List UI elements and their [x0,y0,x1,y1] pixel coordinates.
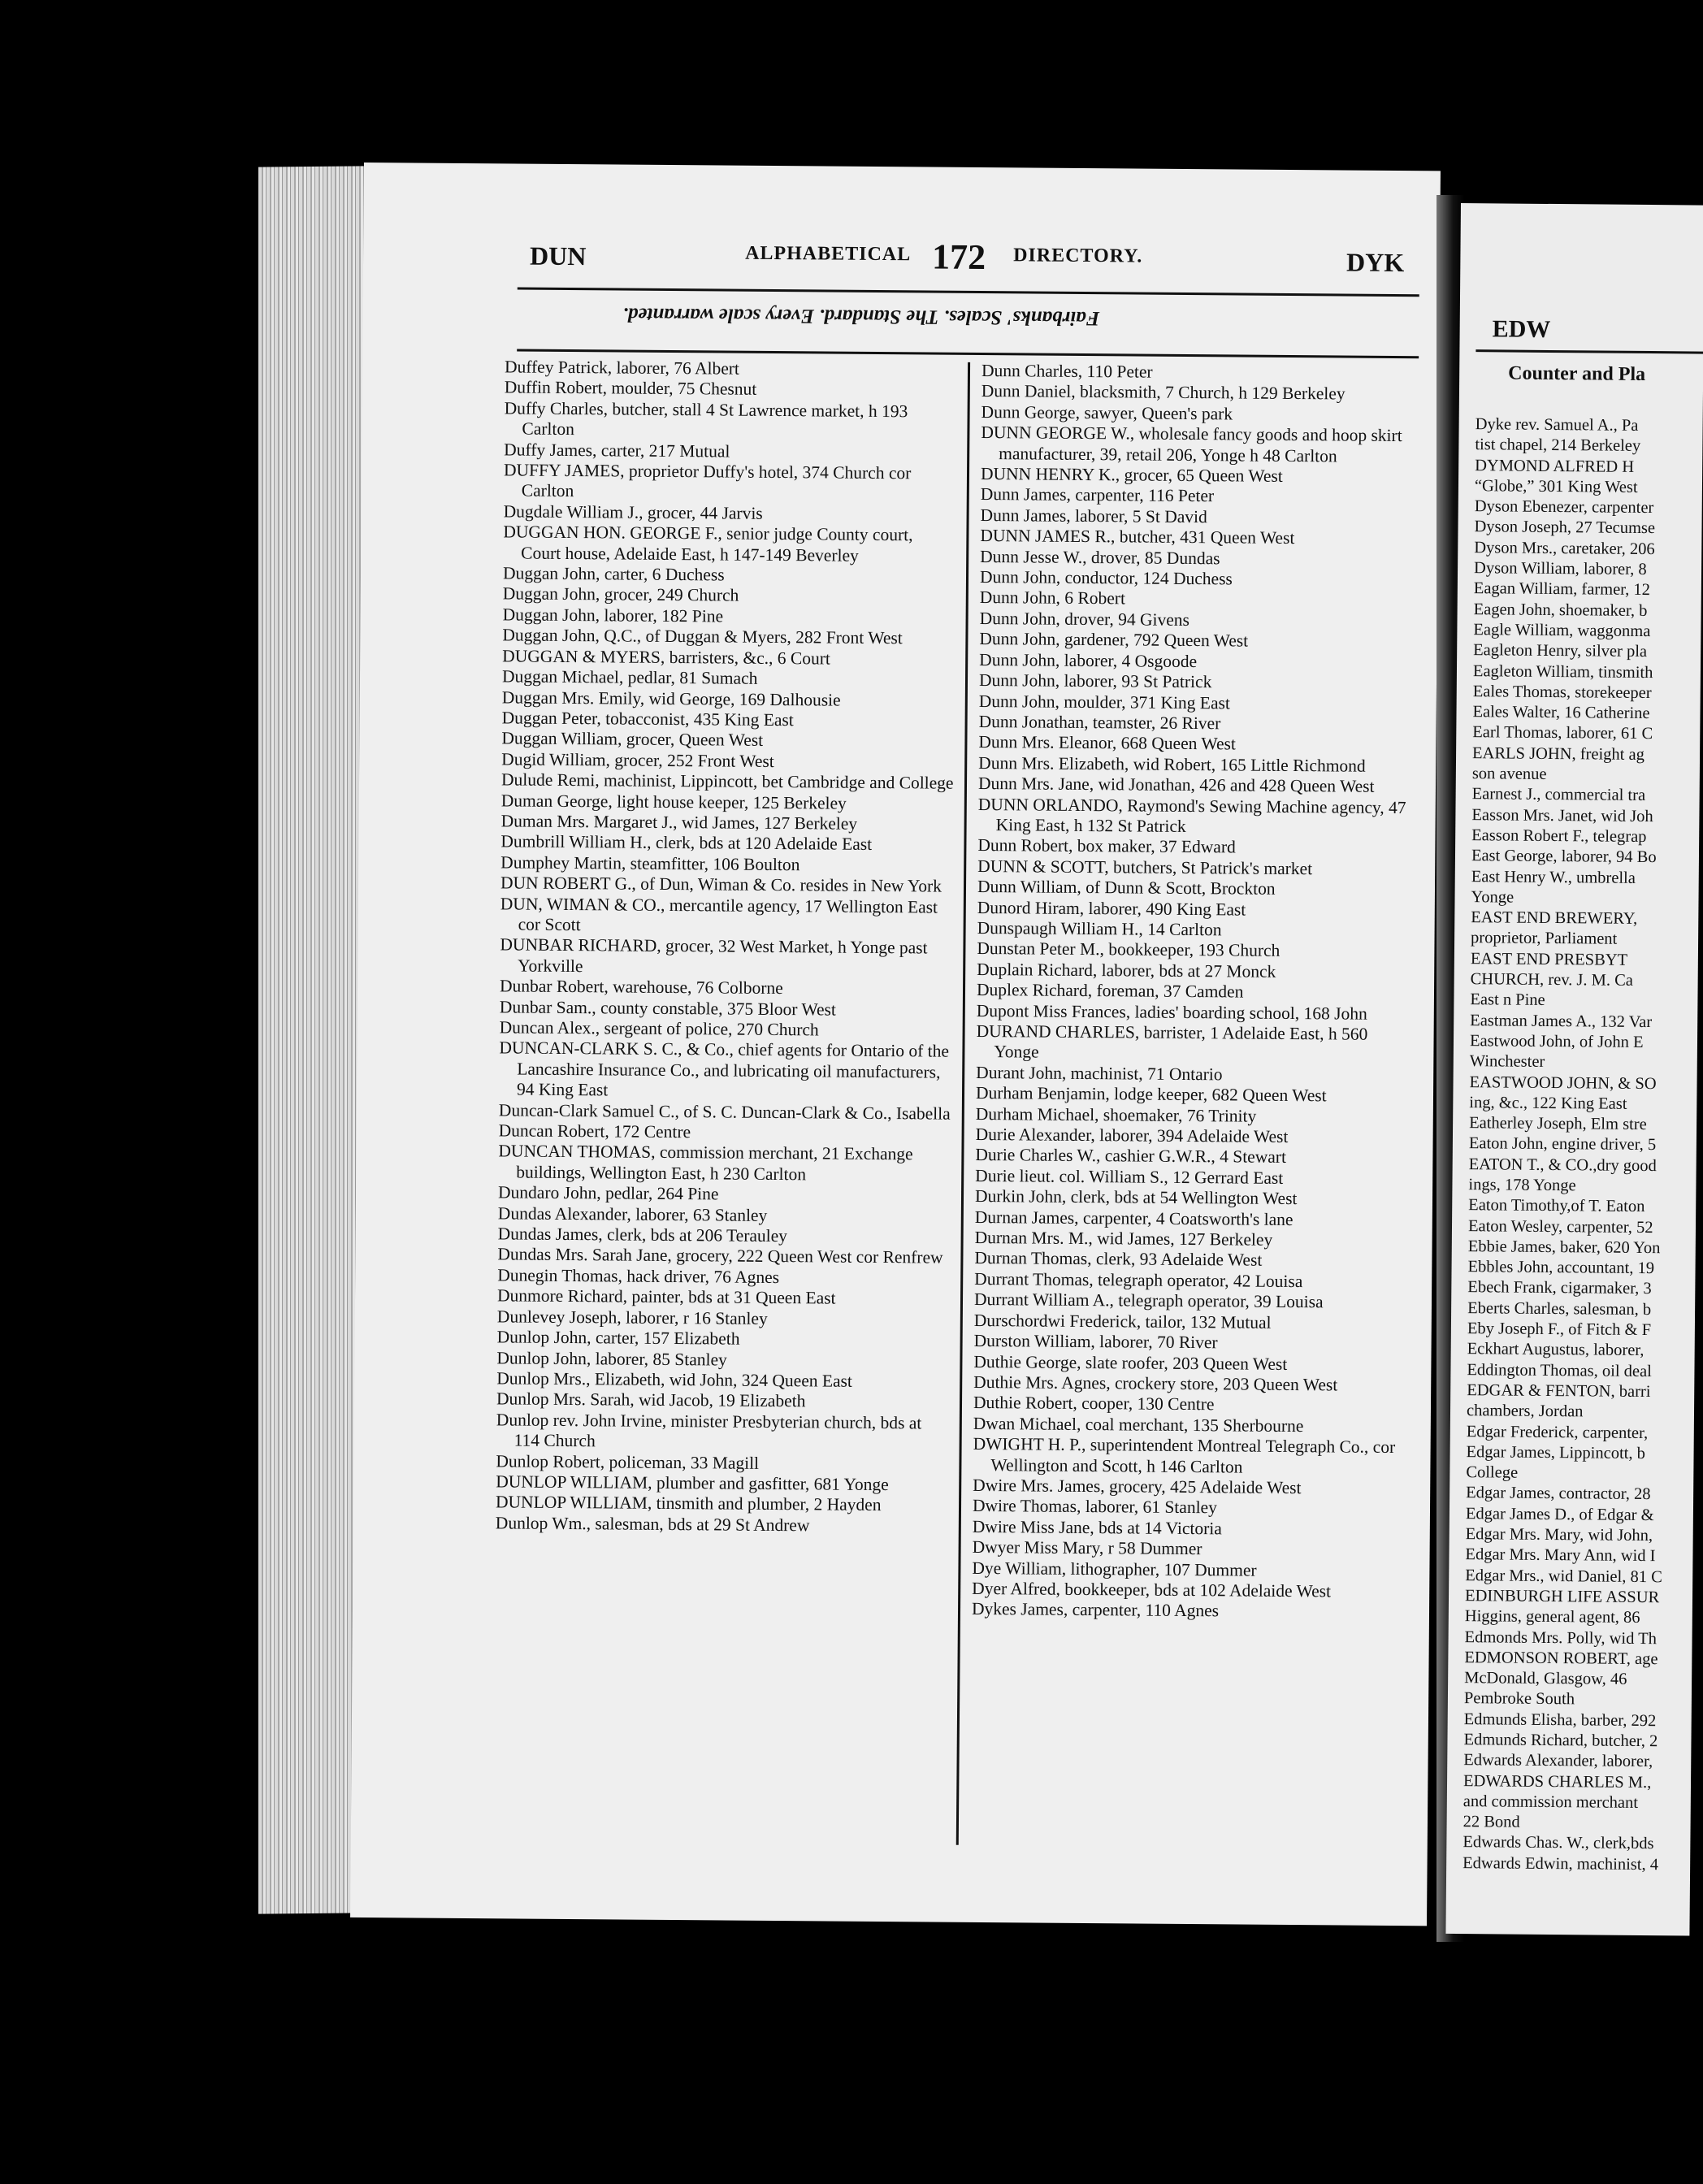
directory-entry: Eales Thomas, storekeeper [1472,682,1652,702]
directory-entry: Duncan Robert, 172 Centre [498,1120,691,1142]
directory-entry: chambers, Jordan [1466,1402,1584,1421]
directory-entry: Edgar Mrs. Mary Ann, wid I [1465,1545,1656,1566]
directory-entry: Dunn Jonathan, teamster, 26 River [978,711,1221,734]
directory-entry: EATON T., & CO.,dry good [1468,1155,1657,1175]
directory-entry: EASTWOOD JOHN, & SO [1469,1072,1657,1093]
directory-entry: Duggan John, laborer, 182 Pine [502,604,724,626]
directory-entry: Dykes James, carpenter, 110 Agnes [971,1599,1220,1621]
directory-entry: Dye William, lithographer, 107 Dummer [972,1558,1257,1580]
directory-entry: Easson Robert F., telegrap [1471,826,1647,846]
left-guide-word: DUN [529,240,587,271]
directory-entry: Edmunds Elisha, barber, 292 [1463,1710,1657,1730]
directory-entry: EDGAR & FENTON, barri [1467,1381,1651,1402]
directory-entry: Eaton Wesley, carpenter, 52 [1467,1216,1653,1237]
directory-entry: ings, 178 Yonge [1468,1176,1576,1195]
directory-entry: Dwan Michael, coal merchant, 135 Sherbourne [973,1413,1304,1436]
directory-entry: Duncan Alex., sergeant of police, 270 Church [499,1017,819,1040]
directory-entry: Dunlop John, carter, 157 Elizabeth [496,1327,740,1349]
directory-entry: Duggan John, Q.C., of Duggan & Myers, 282 Front West [502,625,903,648]
directory-entry: Winchester [1469,1052,1545,1072]
directory-entry: “Globe,” 301 King West [1474,477,1638,496]
directory-entry: Duffin Robert, moulder, 75 Chesnut [504,377,757,400]
directory-entry: EDMONSON ROBERT, age [1464,1648,1658,1668]
directory-entry: Duffy Charles, butcher, stall 4 St Lawrence market, h 193 Carlton [504,398,908,440]
directory-entry: Eaton Timothy,of T. Eaton [1468,1196,1645,1216]
directory-entry: Edgar James D., of Edgar & [1465,1504,1654,1524]
directory-entry: Dunn James, laborer, 5 St David [980,505,1207,527]
directory-entry: Ebbie James, baker, 620 Yon [1467,1237,1661,1258]
directory-entry: Durrant Thomas, telegraph operator, 42 Louisa [974,1268,1303,1291]
directory-entry: Duggan Mrs. Emily, wid George, 169 Dalhousie [501,687,841,710]
directory-entry: DUNN & SCOTT, butchers, St Patrick's market [977,856,1313,878]
directory-entry: Eagan William, farmer, 12 [1473,579,1651,600]
directory-entry: Dunn William, of Dunn & Scott, Brockton [977,877,1276,899]
directory-entry: Durham Benjamin, lodge keeper, 682 Queen West [975,1083,1327,1106]
directory-entry: Eastwood John, of John E [1469,1032,1644,1051]
directory-entry: DUNN ORLANDO, Raymond's Sewing Machine agency, 47 King East, h 132 St Patrick [977,794,1406,836]
directory-entry: EDWARDS CHARLES M., [1462,1771,1652,1792]
directory-entry: Dundas Alexander, laborer, 63 Stanley [497,1202,768,1225]
directory-entry: Dunord Hiram, laborer, 490 King East [977,897,1246,920]
directory-entry: Dupont Miss Frances, ladies' boarding school, 168 John [976,1000,1367,1024]
directory-entry: DUN ROBERT G., of Dun, Wiman & Co. resides in New York [500,873,942,896]
directory-entry: Eales Walter, 16 Catherine [1472,703,1650,723]
directory-entry: Durschordwi Frederick, tailor, 132 Mutual [973,1310,1272,1332]
directory-entry: ing, &c., 122 King East [1469,1093,1627,1113]
directory-entry: DUNCAN-CLARK S. C., & Co., chief agents for Ontario of the Lancashire Insurance Co., and lubricating oil manufacturers, 94 King East [499,1038,950,1100]
directory-entry: Dunlop rev. John Irvine, minister Presbyterian church, bds at 114 Church [496,1410,922,1451]
directory-entry: Dyson Mrs., caretaker, 206 [1474,538,1655,558]
right-guide-word: DYK [1346,247,1405,278]
directory-entry: Durie Alexander, laborer, 394 Adelaide West [975,1124,1289,1147]
directory-entry: EARLS JOHN, freight ag [1471,743,1644,764]
directory-entry: Dunn George, sawyer, Queen's park [981,401,1233,424]
directory-entry: Dyson Joseph, 27 Tecumse [1474,518,1656,538]
next-page [1445,203,1703,1936]
directory-entry: EAST END BREWERY, [1471,908,1638,929]
directory-entry: Edwards Edwin, machinist, 4 [1462,1853,1659,1874]
next-page-rule [1476,349,1703,353]
directory-entry: Duffey Patrick, laborer, 76 Albert [504,357,740,379]
directory-entry: Eberts Charles, salesman, b [1467,1298,1652,1319]
directory-entry: Ebbles John, accountant, 19 [1467,1258,1655,1278]
directory-entry: EDINBURGH LIFE ASSUR [1464,1587,1660,1607]
directory-entry: Dunn John, gardener, 792 Queen West [979,629,1249,651]
directory-entry: tist chapel, 214 Berkeley [1475,436,1641,456]
directory-page [350,162,1441,1926]
directory-entry: Durnan Mrs. M., wid James, 127 Berkeley [974,1228,1273,1250]
directory-entry: DYMOND ALFRED H [1475,456,1635,476]
directory-entry: Durham Michael, shoemaker, 76 Trinity [975,1103,1257,1126]
next-page-column [1462,414,1703,1876]
directory-entry: Dunn John, moulder, 371 King East [978,691,1230,713]
directory-entry: Dundas Mrs. Sarah Jane, grocery, 222 Queen West cor Renfrew [497,1244,943,1268]
directory-entry: Eagen John, shoemaker, b [1473,600,1648,620]
directory-entry: Dunn James, carpenter, 116 Peter [980,484,1215,506]
next-page-advert: Counter and Pla [1508,362,1646,385]
directory-entry: DUNLOP WILLIAM, tinsmith and plumber, 2 Hayden [495,1492,882,1515]
directory-entry: DUNCAN THOMAS, commission merchant, 21 Exchange buildings, Wellington East, h 230 Carlton [498,1141,913,1185]
directory-entry: Edgar James, contractor, 28 [1466,1484,1651,1504]
directory-entry: Durie Charles W., cashier G.W.R., 4 Stewart [975,1145,1287,1168]
directory-entry: College [1466,1463,1519,1482]
directory-entry: Duthie Robert, cooper, 130 Centre [973,1393,1215,1415]
directory-entry: Dwire Mrs. James, grocery, 425 Adelaide West [973,1475,1302,1498]
directory-entry: East n Pine [1470,990,1545,1010]
directory-entry: Eatherley Joseph, Elm stre [1469,1114,1647,1134]
directory-entry: DUN, WIMAN & CO., mercantile agency, 17 Wellington East cor Scott [500,893,938,935]
directory-entry: Dulude Remi, machinist, Lippincott, bet Cambridge and College [500,769,954,793]
directory-entry: East Henry W., umbrella [1471,867,1636,887]
directory-entry: Dyson Ebenezer, carpenter [1474,497,1654,518]
directory-entry: Dunn Mrs. Eleanor, 668 Queen West [978,732,1236,754]
directory-entry: Dyson William, laborer, 8 [1473,559,1647,579]
directory-entry: Dunlevey Joseph, laborer, r 16 Stanley [496,1306,768,1328]
directory-entry: Dunbar Sam., county constable, 375 Bloor West [499,996,837,1020]
directory-entry: DUNN JAMES R., butcher, 431 Queen West [980,526,1295,548]
directory-entry: Dunmore Richard, painter, bds at 31 Queen East [496,1285,836,1308]
directory-entry: son avenue [1471,765,1547,783]
directory-entry: Dunlop Mrs., Elizabeth, wid John, 324 Queen East [496,1368,853,1391]
directory-entry: Dwire Thomas, laborer, 61 Stanley [972,1496,1217,1518]
directory-entry: Eddington Thomas, oil deal [1467,1360,1652,1380]
directory-entry: Dundaro John, pedlar, 264 Pine [497,1182,719,1204]
directory-entry: DUNBAR RICHARD, grocer, 32 West Market, h Yonge past Yorkville [500,934,928,976]
page-number: 172 [931,236,986,278]
directory-entry: CHURCH, rev. J. M. Ca [1470,970,1634,990]
directory-entry: Dyke rev. Samuel A., Pa [1475,415,1639,435]
directory-entry: Eby Joseph F., of Fitch & F [1467,1320,1652,1340]
directory-entry: proprietor, Parliament [1471,929,1618,949]
directory-entry: Dunn John, conductor, 124 Duchess [979,567,1233,589]
directory-entry: Duplain Richard, laborer, bds at 27 Monck [977,959,1276,982]
directory-entry: Dunstan Peter M., bookkeeper, 193 Church [977,938,1280,961]
left-column [496,357,958,1536]
directory-entry: Dumphey Martin, steamfitter, 106 Boulton [500,852,800,874]
directory-entry: Edwards Chas. W., clerk,bds [1462,1833,1654,1853]
directory-entry: DWIGHT H. P., superintendent Montreal Telegraph Co., cor Wellington and Scott, h 146 Carlton [973,1434,1396,1477]
directory-entry: Dunn John, 6 Robert [979,587,1126,609]
directory-entry: Edgar Mrs. Mary, wid John, [1465,1525,1653,1545]
directory-entry: Dugdale William J., grocer, 44 Jarvis [503,501,763,523]
directory-entry: DUNN GEORGE W., wholesale fancy goods and hoop skirt manufacturer, 39, retail 206, Yonge h 48 Carlton [981,422,1402,466]
next-page-guide-word: EDW [1492,315,1551,343]
directory-entry: Duthie Mrs. Agnes, crockery store, 203 Queen West [973,1372,1338,1395]
section-title-2: DIRECTORY. [1013,245,1143,267]
directory-entry: Durkin John, clerk, bds at 54 Wellington West [974,1186,1298,1209]
directory-entry: DUGGAN HON. GEORGE F., senior judge County court, Court house, Adelaide East, h 147-149 Beverley [503,522,913,566]
directory-entry: Durant John, machinist, 71 Ontario [976,1062,1223,1085]
directory-entry: Durnan Thomas, clerk, 93 Adelaide West [974,1248,1263,1271]
directory-entry: Durnan James, carpenter, 4 Coatsworth's lane [974,1207,1294,1229]
header-rule [518,287,1419,297]
directory-entry: Earl Thomas, laborer, 61 C [1472,723,1653,743]
directory-entry: Dumbrill William H., clerk, bds at 120 Adelaide East [500,831,873,855]
book-page-edges [258,166,364,1913]
directory-entry: Pembroke South [1463,1689,1575,1709]
directory-entry: Eckhart Augustus, laborer, [1467,1340,1644,1360]
right-column [972,361,1416,1623]
directory-entry: Dyer Alfred, bookkeeper, bds at 102 Adelaide West [972,1578,1332,1601]
directory-entry: Dugid William, grocer, 252 Front West [501,749,774,771]
directory-entry: Duplex Richard, foreman, 37 Camden [976,980,1244,1002]
directory-entry: Duman Mrs. Margaret J., wid James, 127 Berkeley [500,811,858,834]
directory-entry: Dunlop Mrs. Sarah, wid Jacob, 19 Elizabeth [496,1389,806,1411]
directory-entry: Edwards Alexander, laborer, [1463,1751,1653,1771]
directory-entry: Eagleton Henry, silver pla [1473,641,1648,661]
directory-entry: Dunspaugh William H., 14 Carlton [977,917,1222,940]
directory-entry: Dunlop Robert, policeman, 33 Magill [496,1450,760,1473]
directory-entry: Eagle William, waggonma [1473,621,1651,641]
directory-entry: Duggan Peter, tobacconist, 435 King East [501,708,794,730]
directory-entry: Edmunds Richard, butcher, 2 [1463,1731,1658,1751]
directory-entry: Dwire Miss Jane, bds at 14 Victoria [972,1516,1222,1539]
directory-entry: Dunlop John, laborer, 85 Stanley [496,1347,727,1370]
directory-entry: DUNN HENRY K., grocer, 65 Queen West [980,464,1283,486]
directory-entry: Duggan John, grocer, 249 Church [502,583,739,606]
directory-entry: Eaton John, engine driver, 5 [1468,1134,1657,1155]
section-title: ALPHABETICAL [745,242,912,266]
directory-entry: Dunn Robert, box maker, 37 Edward [977,835,1236,857]
directory-entry: DUGGAN & MYERS, barristers, &c., 6 Court [502,646,831,669]
directory-entry: Edgar Mrs., wid Daniel, 81 C [1465,1566,1662,1586]
directory-entry: Dwyer Miss Mary, r 58 Dummer [972,1537,1202,1559]
directory-entry: Eagleton William, tinsmith [1472,661,1653,682]
advert-rule [517,349,1419,358]
directory-entry: Dunegin Thomas, hack driver, 76 Agnes [497,1265,780,1287]
directory-entry: Duggan John, carter, 6 Duchess [502,563,725,585]
directory-entry: 22 Bond [1462,1813,1520,1831]
directory-entry: Duthie George, slate roofer, 203 Queen West [973,1351,1288,1374]
directory-entry: Duggan William, grocer, Queen West [501,728,764,751]
directory-entry: Duman George, light house keeper, 125 Berkeley [500,790,847,813]
inverted-advert: Fairbanks' Scales. The Standard. Every scale warranted. [622,303,1100,330]
directory-entry: Yonge [1471,887,1514,907]
directory-entry: Easson Mrs. Janet, wid Joh [1471,805,1653,826]
directory-entry: Dunn John, laborer, 93 St Patrick [978,670,1212,692]
directory-entry: Edmonds Mrs. Polly, wid Th [1464,1627,1658,1648]
directory-entry: Dundas James, clerk, bds at 206 Terauley [497,1224,788,1246]
directory-entry: Dunbar Robert, warehouse, 76 Colborne [499,976,783,999]
directory-entry: Edgar James, Lippincott, b [1466,1442,1646,1462]
directory-entry: EAST END PRESBYT [1470,949,1628,969]
directory-entry: Dunn Jesse W., drover, 85 Dundas [980,546,1220,568]
directory-entry: Dunlop Wm., salesman, bds at 29 St Andrew [495,1513,810,1536]
directory-entry: McDonald, Glasgow, 46 [1464,1669,1627,1688]
directory-entry: Edgar Frederick, carpenter, [1466,1422,1649,1442]
directory-entry: Durston William, laborer, 70 River [973,1331,1218,1353]
column-divider [956,362,970,1845]
directory-entry: Duffy James, carter, 217 Mutual [504,439,730,462]
directory-entry: and commission merchant [1462,1792,1639,1812]
directory-entry: Dunn Daniel, blacksmith, 7 Church, h 129 Berkeley [981,381,1346,404]
directory-entry: Dunn Mrs. Jane, wid Jonathan, 426 and 428 Queen West [977,774,1375,796]
directory-entry: Earnest J., commercial tra [1471,785,1646,805]
directory-entry: Dunn Mrs. Elizabeth, wid Robert, 165 Little Richmond [978,752,1366,776]
directory-entry: Durie lieut. col. William S., 12 Gerrard East [975,1165,1284,1188]
directory-entry: Durrant William A., telegraph operator, 39 Louisa [973,1289,1324,1312]
directory-entry: Duggan Michael, pedlar, 81 Sumach [501,666,758,688]
directory-entry: Duncan-Clark Samuel C., of S. C. Duncan-Clark & Co., Isabella [498,1099,951,1124]
directory-entry: Higgins, general agent, 86 [1464,1607,1640,1627]
directory-entry: Eastman James A., 132 Var [1470,1011,1653,1031]
directory-entry: Dunn John, drover, 94 Givens [979,608,1190,630]
directory-entry: Dunn Charles, 110 Peter [981,360,1153,382]
directory-entry: Dunn John, laborer, 4 Osgoode [979,649,1198,671]
directory-entry: DURAND CHARLES, barrister, 1 Adelaide East, h 560 Yonge [976,1020,1368,1062]
directory-entry: Ebech Frank, cigarmaker, 3 [1467,1278,1652,1298]
directory-entry: DUFFY JAMES, proprietor Duffy's hotel, 374 Church cor Carlton [503,460,912,501]
directory-entry: East George, laborer, 94 Bo [1471,847,1657,867]
directory-entry: DUNLOP WILLIAM, plumber and gasfitter, 681 Yonge [496,1471,889,1495]
